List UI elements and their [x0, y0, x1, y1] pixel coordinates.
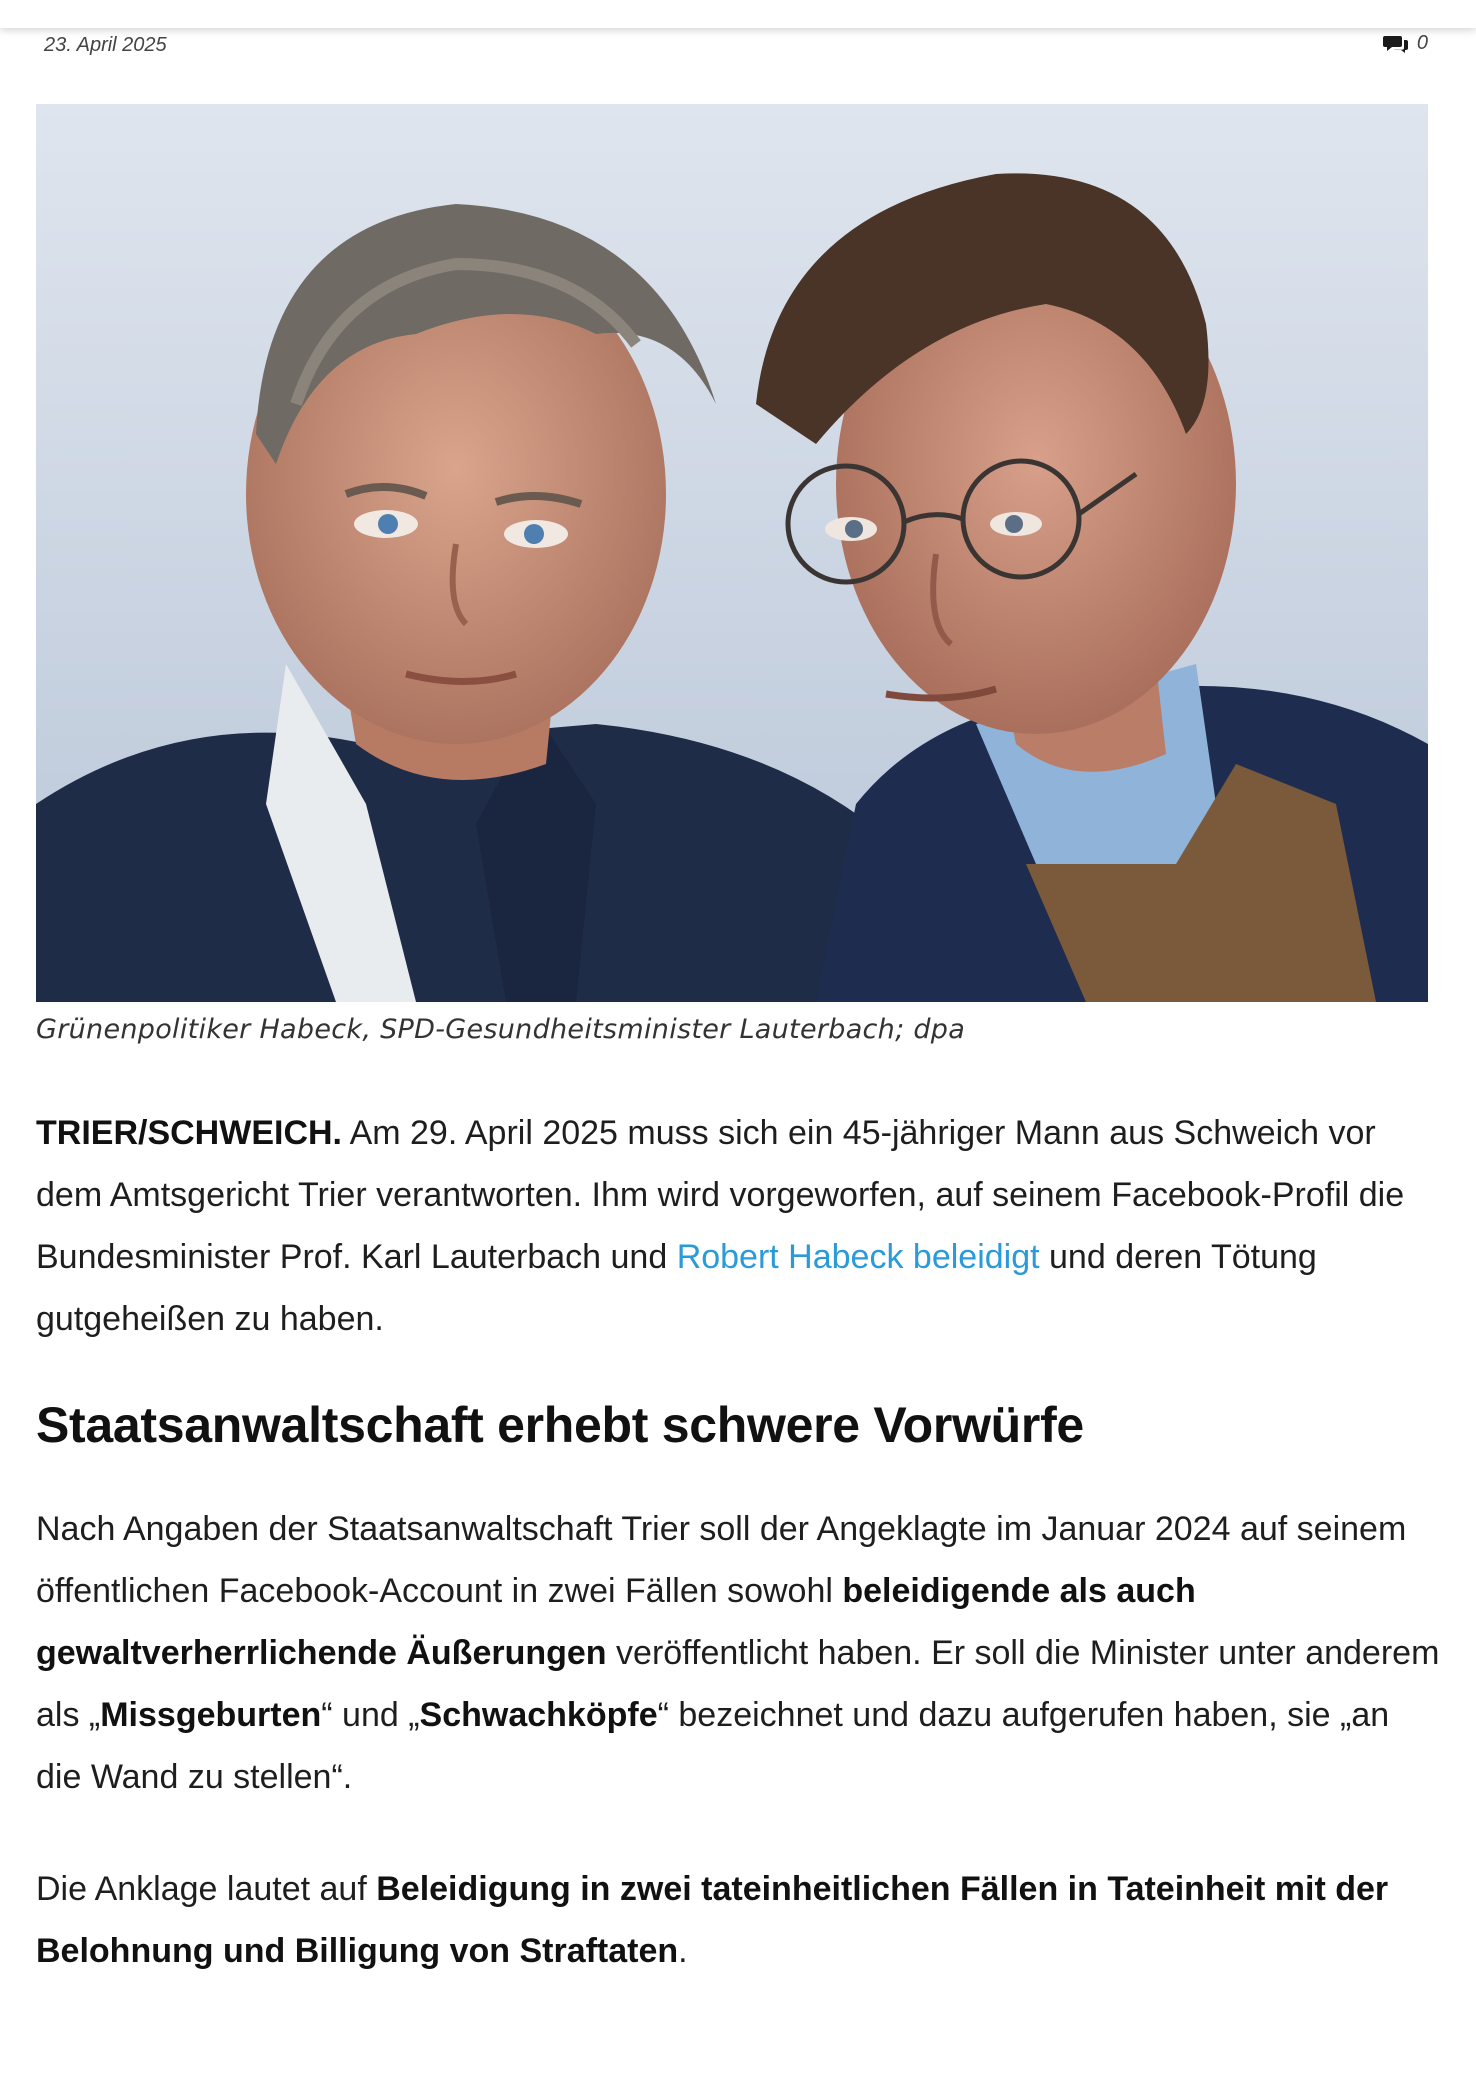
paragraph-2-bold-b: Missgeburten: [100, 1696, 322, 1734]
article-paragraph-3: [36, 1858, 1441, 1982]
paragraph-2-bold-a: beleidigende als auch gewaltverherrlichende Äußerungen: [36, 1572, 1196, 1672]
paragraph-2-text-d: “ bezeichnet und dazu aufgerufen haben, sie „an die Wand zu stellen“.: [36, 1696, 1390, 1796]
dateline: TRIER/SCHWEICH.: [36, 1114, 342, 1152]
paragraph-2-text-a: Nach Angaben der Staatsanwaltschaft Trier soll der Angeklagte im Januar 2024 auf seinem öffentlichen Facebook-Account in zwei Fällen sowohl: [36, 1510, 1407, 1610]
paragraph-1-text-b: und deren Tötung gutgeheißen zu haben.: [36, 1238, 1317, 1338]
top-bar: [0, 0, 1476, 28]
paragraph-2-bold-c: Schwachköpfe: [419, 1696, 658, 1734]
photo-illustration: [36, 104, 1428, 1002]
comment-count: 0: [1416, 32, 1428, 54]
paragraph-2-text-c: “ und „: [321, 1696, 420, 1734]
article-paragraph-2: [36, 1498, 1441, 1808]
section-heading: Staatsanwaltschaft erhebt schwere Vorwürfe: [36, 1397, 1084, 1453]
paragraph-2-text-b: veröffentlicht haben. Er soll die Minister unter anderem als „: [36, 1634, 1440, 1734]
photo-caption: Grünenpolitiker Habeck, SPD-Gesundheitsminister Lauterbach; dpa: [36, 1014, 966, 1045]
article-meta: [44, 30, 1428, 60]
paragraph-3-text-a: Die Anklage lautet auf: [36, 1870, 377, 1908]
habeck-link[interactable]: Robert Habeck beleidigt: [676, 1238, 1040, 1276]
paragraph-3-text-b: .: [678, 1932, 688, 1970]
comment-count-link[interactable]: [1383, 32, 1428, 55]
article-photo: [36, 104, 1428, 1002]
publish-date: 23. April 2025: [44, 34, 167, 56]
article-paragraph-1: [36, 1102, 1441, 1350]
comment-icon: [1383, 34, 1409, 54]
paragraph-1-text-a: Am 29. April 2025 muss sich ein 45-jähriger Mann aus Schweich vor dem Amtsgericht Trier verantworten. Ihm wird vorgeworfen, auf seinem Facebook-Profil die Bundesminister Prof. Karl Lauterbach und: [36, 1114, 1405, 1276]
paragraph-3-bold-a: Beleidigung in zwei tateinheitlichen Fällen in Tateinheit mit der Belohnung und Billigung von Straftaten: [36, 1870, 1389, 1970]
